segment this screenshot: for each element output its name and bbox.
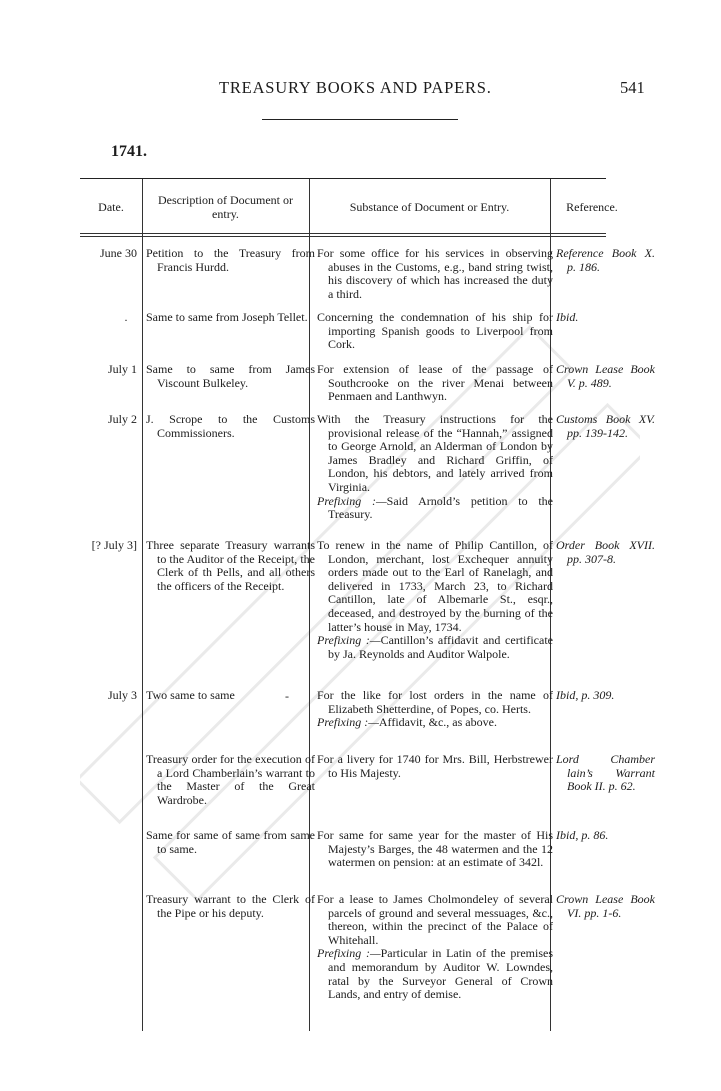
substance-text: For the like for lost orders in the name of Elizabeth Shetterdine, of Popes, co. Herts. <box>317 688 553 716</box>
prefixing-note <box>317 493 554 522</box>
prefixing-label: Prefixing :— <box>317 493 387 508</box>
row-description: Treasury warrant to the Clerk of the Pipe or his deputy. <box>146 892 315 920</box>
row-description: Same for same of same from same to same. <box>146 828 315 856</box>
prefixing-note <box>317 946 553 1002</box>
row-reference: Crown Lease Book VI. pp. 1-6. <box>556 892 655 920</box>
row-substance <box>317 539 553 661</box>
prefixing-note <box>317 715 553 730</box>
row-date: July 3 <box>107 688 137 702</box>
row-description: Treasury order for the execution of a Lord Chamberlain’s warrant to the Master of the Great Wardrobe. <box>146 752 315 807</box>
substance-text: With the Treasury instructions for the provisional release of the “Hannah,” assigned to George Arnold, an Alderman of London by James Bradley and Richard Griffin, of London, his debtors, and lately arrived from Virginia. <box>317 412 553 494</box>
ditto-mark: · <box>124 313 128 327</box>
document-table <box>80 178 655 1031</box>
prefixing-text: Particular in Latin of the premises and memorandum by Auditor W. Lowndes, ratal by the Surveyor General of Crown Lands, and entry of demise. <box>328 946 553 1002</box>
row-substance: For a livery for 1740 for Mrs. Bill, Herbstrewer to His Majesty. <box>317 752 553 780</box>
running-title: TREASURY BOOKS AND PAPERS. <box>219 78 492 97</box>
prefixing-label: Prefixing :— <box>317 633 381 648</box>
row-substance: Concerning the condemnation of his ship for importing Spanish goods to Liverpool from Cork. <box>317 310 553 352</box>
prefixing-text: Said Arnold’s petition to the Treasury. <box>328 493 554 522</box>
row-reference: Customs Book XV. pp. 139-142. <box>556 412 655 440</box>
prefixing-label: Prefixing :— <box>317 715 379 730</box>
column-header-substance: Substance of Document or Entry. <box>349 200 510 214</box>
row-substance: For some office for his services in observing abuses in the Customs, e.g., band string twist, his discovery of which has increased the duty a third. <box>317 246 553 301</box>
row-date: June 30 <box>100 246 137 260</box>
column-header-reference: Reference. <box>566 200 618 214</box>
row-reference: Order Book XVII. pp. 307-8. <box>556 538 655 566</box>
row-date: July 1 <box>107 362 137 376</box>
row-substance <box>317 689 553 730</box>
row-description: Same to same from James Viscount Bulkeley. <box>146 362 315 390</box>
row-date: July 2 <box>107 412 137 426</box>
row-reference: Crown Lease Book V. p. 489. <box>556 362 655 390</box>
row-substance: For extension of lease of the passage of Southcrooke on the river Menai between Penmaen and Lanthwyn. <box>317 362 553 404</box>
row-reference: Ibid. <box>556 310 579 324</box>
prefixing-text: Cantillon’s affidavit and certificate by Ja. Reynolds and Auditor Walpole. <box>328 633 553 661</box>
year-heading: 1741. <box>111 143 147 160</box>
substance-text: To renew in the name of Philip Cantillon, of London, merchant, lost Exchequer annuity orders made out to the Earl of Ranelagh, and delivered in 1733, March 23, to Richard Cantillon, late of Albemarle St., esqr., deceased, and destroyed by the burning of the latter’s house in May, 1734. <box>317 538 553 634</box>
row-description: Two same to same <box>146 688 235 702</box>
prefixing-label: Prefixing :— <box>317 946 381 961</box>
row-description: J. Scrope to the Customs Commissioners. <box>146 412 315 440</box>
row-reference: Reference Book X. p. 186. <box>556 246 655 274</box>
header-divider <box>80 236 606 237</box>
row-substance <box>317 413 553 522</box>
row-description: Three separate Treasury warrants to the Auditor of the Receipt, the Clerk of th Pells, and all others the officers of the Receipt. <box>146 538 315 593</box>
prefixing-note <box>317 633 553 661</box>
column-header-date: Date. <box>98 200 124 214</box>
row-substance: For same for same year for the master of His Majesty’s Barges, the 48 watermen and the 12 watermen on pension: at an estimate of 342l. <box>317 828 553 870</box>
running-head <box>0 78 721 98</box>
row-date: [? July 3] <box>91 538 137 552</box>
row-reference: Ibid, p. 309. <box>556 688 615 702</box>
row-description: Petition to the Treasury from Francis Hurdd. <box>146 246 315 274</box>
dash-mark: - <box>285 689 289 703</box>
page-number: 541 <box>620 78 645 97</box>
prefixing-text: Affidavit, &c., as above. <box>378 715 497 730</box>
column-divider <box>142 179 143 1031</box>
column-header-description: Description of Document or entry. <box>158 193 293 221</box>
row-reference: Ibid, p. 86. <box>556 828 609 842</box>
substance-text: For a lease to James Cholmondeley of several parcels of ground and several messuages, &c., thereon, within the precinct of the Palace of Whitehall. <box>317 892 553 947</box>
header-rule <box>262 119 458 120</box>
header-divider <box>80 233 606 234</box>
row-substance <box>317 893 553 1002</box>
row-description: Same to same from Joseph Tellet. <box>146 310 308 324</box>
row-reference: Lord Chamber lain’s Warrant Book II. p. 62. <box>556 752 655 794</box>
